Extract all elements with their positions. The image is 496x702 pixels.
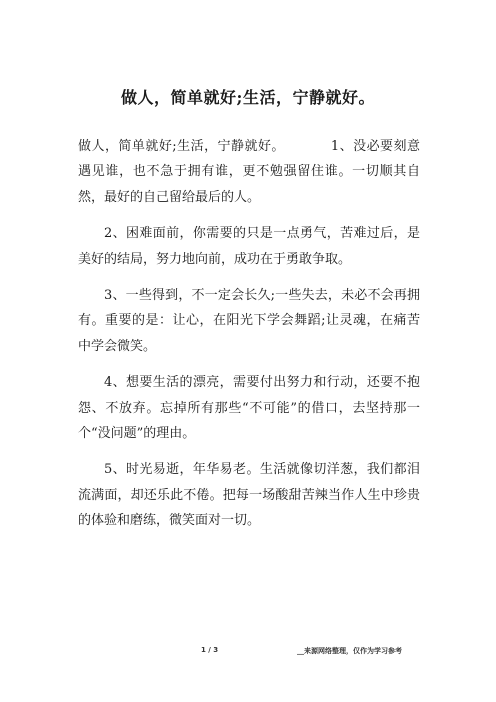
page-number: 1 / 3	[201, 646, 219, 654]
document-title: 做人，简单就好;生活，宁静就好。	[121, 88, 375, 107]
document-body	[78, 134, 420, 545]
paragraph-item-2: 2、困难面前，你需要的只是一点勇气，苦难过后，是美好的结局，努力地向前，成功在于勇敢争取。	[78, 226, 420, 267]
paragraph-item-3: 3、一些得到，不一定会长久;一些失去，未必不会再拥有。重要的是：让心，在阳光下学会舞蹈;让灵魂，在痛苦中学会微笑。	[78, 288, 420, 354]
intro-text: 做人，简单就好;生活，宁静就好。	[78, 139, 285, 154]
paragraph-intro	[78, 134, 420, 210]
paragraph-item-4: 4、想要生活的漂亮，需要付出努力和行动，还要不抱怨、不放弃。忘掉所有那些“不可能”的借口，去坚持那一个“没问题”的理由。	[78, 375, 420, 442]
source-note: __来源网络整理，仅作为学习参考	[297, 647, 402, 655]
item-1-text: 1、没必要刻意遇见谁，也不急于拥有谁，更不勉强留住谁。一切顺其自然，最好的自己留给最后的人。	[78, 139, 420, 205]
paragraph-item-5: 5、时光易逝，年华易老。生活就像切洋葱，我们都泪流满面，却还乐此不倦。把每一场酸甜苦辣当作人生中珍贵的体验和磨练，微笑面对一切。	[78, 462, 420, 529]
